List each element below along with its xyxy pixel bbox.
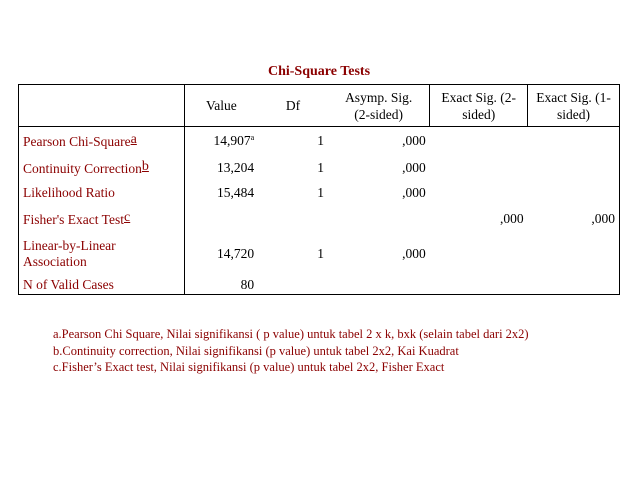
footnote-c: c.Fisher’s Exact test, Nilai signifikansi (p value) untuk tabel 2x2, Fisher Exact (53, 360, 445, 374)
cell-value (184, 205, 258, 232)
footnote-a: a.Pearson Chi Square, Nilai signifikansi ( p value) untuk tabel 2 x k, bxk (selain tabel dari 2x2) (53, 327, 529, 341)
header-exact-sig-1: Exact Sig. (1- sided) (528, 85, 620, 127)
footnote-marker: a (130, 131, 137, 147)
cell-exact1 (528, 154, 620, 181)
cell-exact1 (528, 181, 620, 205)
cell-asymp: ,000 (402, 132, 426, 148)
cell-exact2 (430, 127, 528, 155)
header-value: Value (184, 85, 258, 127)
cell-exact1 (528, 127, 620, 155)
chi-square-table (18, 84, 620, 295)
cell-value: 13,204 (217, 159, 255, 175)
table-row (19, 205, 620, 232)
footnote-marker: b (141, 158, 149, 174)
header-asymp-sig: Asymp. Sig. (2-sided) (328, 85, 430, 127)
cell-exact2 (430, 232, 528, 275)
cell-asymp (328, 205, 430, 232)
header-row (19, 85, 620, 127)
cell-value: 14,720 (217, 245, 255, 261)
cell-value: 15,484 (217, 185, 255, 200)
table-row (19, 232, 620, 275)
cell-exact2 (430, 154, 528, 181)
cell-value: 14,907$^a$ (213, 132, 255, 148)
table-row (19, 154, 620, 181)
cell-asymp: ,000 (402, 185, 426, 200)
table-row (19, 181, 620, 205)
footnote-b: b.Continuity correction, Nilai signifikansi (p value) untuk tabel 2x2, Kai Kuadrat (53, 343, 459, 358)
table-row (19, 127, 620, 155)
cell-df: 1 (317, 245, 324, 261)
table-row (19, 275, 620, 295)
cell-df: 1 (317, 185, 324, 200)
cell-value: 80 (184, 275, 258, 295)
cell-asymp: ,000 (402, 245, 426, 261)
header-empty (19, 85, 185, 127)
cell-exact2 (430, 181, 528, 205)
footnote-marker: c (123, 209, 131, 225)
row-label: N of Valid Cases (19, 275, 185, 295)
footnotes (53, 326, 529, 376)
cell-df (258, 205, 328, 232)
cell-exact1: ,000 (528, 205, 620, 232)
cell-exact1 (528, 232, 620, 275)
row-label: Likelihood Ratio (19, 181, 185, 205)
row-label: Pearson Chi-Squarea (19, 127, 185, 155)
cell-exact2: ,000 (499, 210, 524, 226)
cell-exact2 (430, 275, 528, 295)
table-title: Chi-Square Tests (267, 64, 371, 79)
cell-exact1 (528, 275, 620, 295)
cell-df: 1 (317, 159, 324, 175)
cell-asymp: ,000 (402, 159, 426, 175)
cell-df: 1 (317, 132, 324, 148)
cell-asymp (328, 275, 430, 295)
row-label: Continuity Correctionb (19, 154, 185, 181)
header-df: Df (258, 85, 328, 127)
cell-df (258, 275, 328, 295)
row-label: Fisher's Exact Testc (19, 205, 185, 232)
header-exact-sig-2: Exact Sig. (2- sided) (430, 85, 528, 127)
row-label: Linear-by-Linear Association (19, 232, 185, 275)
